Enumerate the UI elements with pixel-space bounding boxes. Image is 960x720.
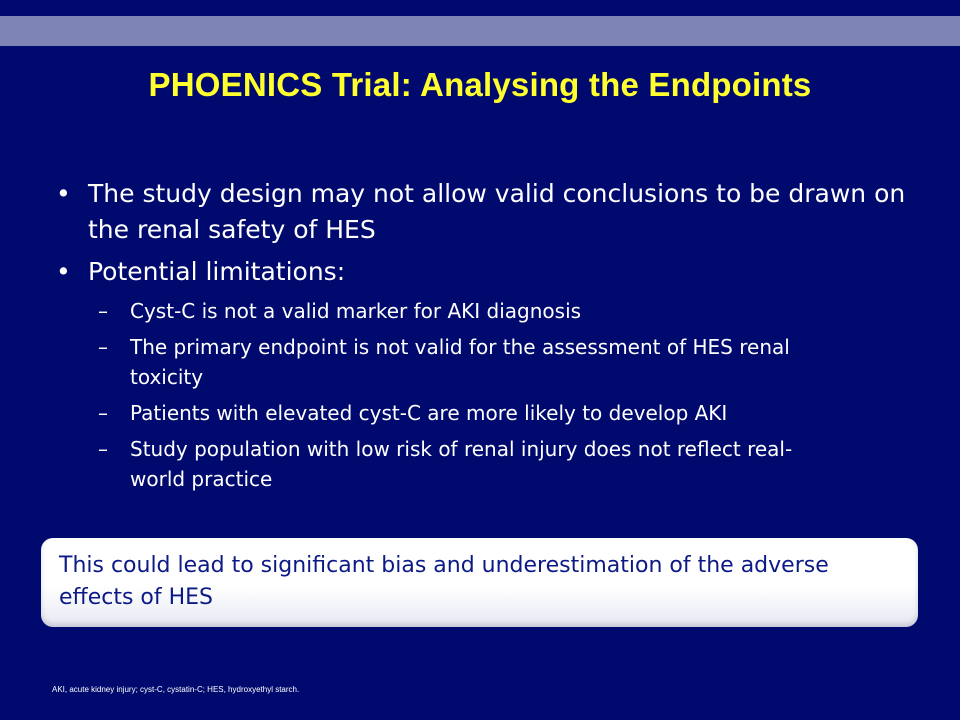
dash-marker: –: [98, 299, 108, 323]
sub-bullet-item: [98, 398, 916, 428]
sub-bullet-text: Cyst-C is not a valid marker for AKI diagnosis: [130, 299, 582, 323]
sub-bullet-text: Study population with low risk of renal injury does not reflect real-world practice: [130, 437, 793, 491]
header-band: [0, 16, 960, 46]
callout-text: This could lead to significant bias and underestimation of the adverse effects of HES: [59, 553, 829, 610]
callout-box: [41, 538, 918, 627]
dash-marker: –: [98, 437, 108, 461]
bullet-text: Potential limitations:: [88, 257, 346, 286]
dash-marker: –: [98, 401, 108, 425]
bullet-item: [56, 254, 916, 290]
bullet-marker: •: [56, 257, 71, 286]
dash-marker: –: [98, 335, 108, 359]
sub-bullet-item: [98, 296, 916, 326]
sub-bullet-item: [98, 434, 916, 494]
slide-title: PHOENICS Trial: Analysing the Endpoints: [148, 66, 812, 103]
bullet-item: [56, 176, 916, 248]
sub-bullet-text: The primary endpoint is not valid for the assessment of HES renal toxicity: [130, 335, 790, 389]
bullet-text: The study design may not allow valid conclusions to be drawn on the renal safety of HES: [88, 179, 906, 244]
sub-bullet-item: [98, 332, 916, 392]
footnote: AKI, acute kidney injury; cyst-C, cystatin-C; HES, hydroxyethyl starch.: [52, 685, 300, 694]
bullet-marker: •: [56, 179, 71, 208]
sub-bullet-text: Patients with elevated cyst-C are more likely to develop AKI: [130, 401, 728, 425]
bullet-list: [56, 176, 916, 500]
